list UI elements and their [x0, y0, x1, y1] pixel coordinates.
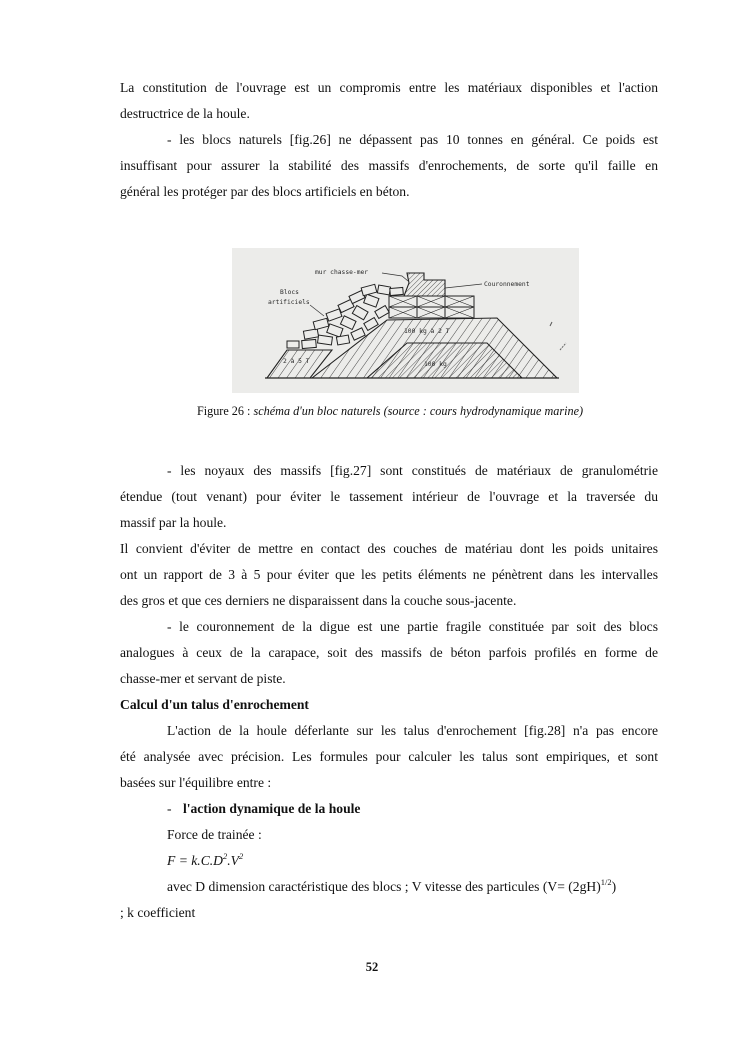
text-line: massif par la houle.	[120, 515, 227, 530]
bullet-dash: -	[167, 801, 172, 816]
crown-blocks	[389, 296, 474, 318]
bullet-label: l'action dynamique de la houle	[182, 801, 361, 816]
text-line: ; k coefficient	[120, 905, 196, 920]
text-line: destructrice de la houle.	[120, 106, 250, 121]
avec-text: avec D dimension caractéristique des blocs ; V vitesse des particules (V= (2gH)	[167, 879, 601, 894]
label-couronnement: Couronnement	[484, 281, 530, 288]
text-line: insuffisant pour assurer la stabilité des massifs d'enrochements, de sorte qu'il faille en	[120, 158, 658, 173]
text-line: - le couronnement de la digue est une partie fragile constituée par soit des blocs	[167, 619, 658, 634]
wave-wall	[404, 273, 445, 296]
text-line: - les blocs naturels [fig.26] ne dépassent pas 10 tonnes en général. Ce poids est	[167, 132, 658, 147]
caption-text: schéma d'un bloc naturels (source : cours hydrodynamique marine)	[253, 404, 584, 418]
avec-close: )	[611, 879, 617, 894]
text-line	[167, 878, 705, 896]
text-line: des gros et que ces derniers ne disparaissent dans la couche sous-jacente.	[120, 593, 517, 608]
text-line: analogues à ceux de la carapace, soit des massifs de béton parfois profilés en forme de	[120, 645, 658, 660]
label-core-upper: 100 kg à 2 T	[404, 328, 450, 335]
page-number: 52	[365, 960, 379, 974]
text-line: été analysée avec précision. Les formules pour calculer les talus sont empiriques, et sont	[120, 749, 658, 764]
formula-lhs: F = k.C.D	[167, 853, 223, 868]
section-heading: Calcul d'un talus d'enrochement	[120, 697, 309, 712]
text-line: basées sur l'équilibre entre :	[120, 775, 272, 790]
formula-exp1: 2	[223, 851, 228, 861]
caption-prefix: Figure 26 :	[196, 404, 254, 418]
text-line: général les protéger par des blocs artificiels en béton.	[120, 184, 410, 199]
figure-caption	[180, 404, 600, 418]
formula	[167, 852, 705, 870]
text-line: L'action de la houle déferlante sur les talus d'enrochement [fig.28] n'a pas encore	[167, 723, 658, 738]
figure-breakwater-diagram	[232, 248, 579, 393]
formula-exp2: 2	[238, 851, 244, 861]
label-mur-chasse-mer: mur chasse-mer	[315, 269, 369, 276]
avec-exp: 1/2	[600, 877, 612, 887]
text-line: ont un rapport de 3 à 5 pour éviter que les petits éléments ne pénètrent dans les intervalles	[120, 567, 658, 582]
text-line: - les noyaux des massifs [fig.27] sont constitués de matériaux de granulométrie	[167, 463, 658, 478]
text-line: Force de trainée :	[167, 827, 262, 842]
formula-mid: .V	[227, 853, 239, 868]
label-blocs: Blocs	[280, 289, 299, 296]
label-toe: 2 à 5 T	[283, 358, 310, 365]
text-line: chasse-mer et servant de piste.	[120, 671, 286, 686]
bullet-item	[167, 800, 705, 818]
text-line: La constitution de l'ouvrage est un compromis entre les matériaux disponibles et l'action	[120, 80, 658, 95]
text-line: étendue (tout venant) pour éviter le tassement intérieur de l'ouvrage et la traversée du	[120, 489, 658, 504]
text-line: Il convient d'éviter de mettre en contact des couches de matériau dont les poids unitaires	[120, 541, 658, 556]
label-artificiels: artificiels	[268, 299, 310, 306]
label-core-lower: 100 kg	[424, 361, 447, 368]
